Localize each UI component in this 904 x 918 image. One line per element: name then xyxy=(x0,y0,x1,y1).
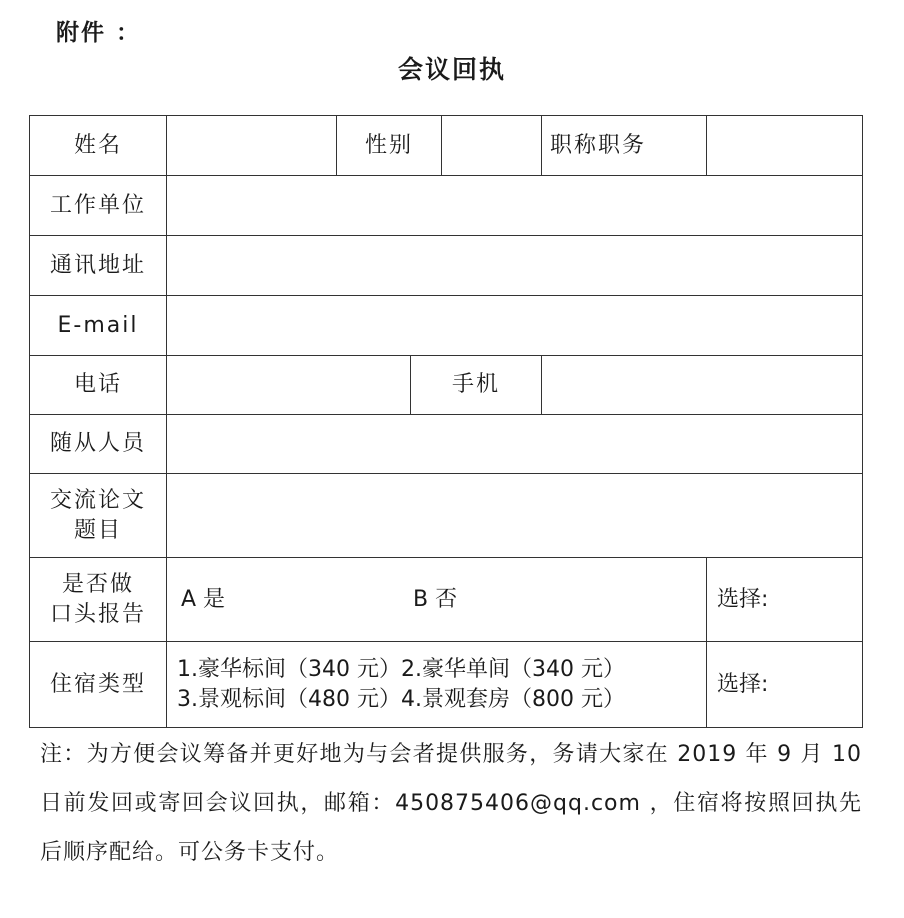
companions-label: 随从人员 xyxy=(30,415,167,474)
attachment-label: 附件 ： xyxy=(56,20,142,46)
employer-label: 工作单位 xyxy=(30,176,167,236)
companions-field[interactable] xyxy=(167,415,863,474)
lodging-options-line2: 3.景观标间（480 元）4.景观套房（800 元） xyxy=(177,686,625,712)
oral-report-label-line1: 是否做 xyxy=(61,571,134,597)
gender-field[interactable] xyxy=(442,116,542,176)
lodging-label: 住宿类型 xyxy=(30,642,167,728)
name-label: 姓名 xyxy=(30,116,167,176)
email-label: E-mail xyxy=(30,296,167,356)
lodging-options xyxy=(167,642,707,728)
paper-title-label-line2: 题目 xyxy=(73,517,122,543)
mobile-field[interactable] xyxy=(542,356,863,415)
phone-field[interactable] xyxy=(167,356,411,415)
lodging-choice[interactable]: 选择: xyxy=(707,642,863,728)
name-field[interactable] xyxy=(167,116,337,176)
gender-label: 性别 xyxy=(337,116,442,176)
receipt-form-table xyxy=(29,115,863,728)
page-title: 会议回执 xyxy=(397,55,506,84)
oral-report-choice[interactable]: 选择: xyxy=(707,558,863,642)
oral-option-b[interactable]: B 否 xyxy=(413,586,458,612)
oral-report-options xyxy=(167,558,707,642)
oral-report-label-line2: 口头报告 xyxy=(49,601,146,627)
paper-title-label-line1: 交流论文 xyxy=(49,487,146,513)
lodging-options-line1: 1.豪华标间（340 元）2.豪华单间（340 元） xyxy=(177,656,625,682)
mobile-label: 手机 xyxy=(411,356,542,415)
phone-label: 电话 xyxy=(30,356,167,415)
address-label: 通讯地址 xyxy=(30,236,167,296)
address-field[interactable] xyxy=(167,236,863,296)
position-field[interactable] xyxy=(707,116,863,176)
footnote: 注：为方便会议筹备并更好地为与会者提供服务，务请大家在 2019 年 9 月 10 日前发回或寄回会议回执，邮箱：450875406@qq.com ，住宿将按照回执先后顺序配给。可公务卡支付。 xyxy=(40,742,862,865)
oral-option-a[interactable]: A 是 xyxy=(181,586,226,612)
paper-title-label xyxy=(30,474,167,558)
paper-title-field[interactable] xyxy=(167,474,863,558)
employer-field[interactable] xyxy=(167,176,863,236)
email-field[interactable] xyxy=(167,296,863,356)
position-label: 职称职务 xyxy=(542,116,707,176)
oral-report-label xyxy=(30,558,167,642)
